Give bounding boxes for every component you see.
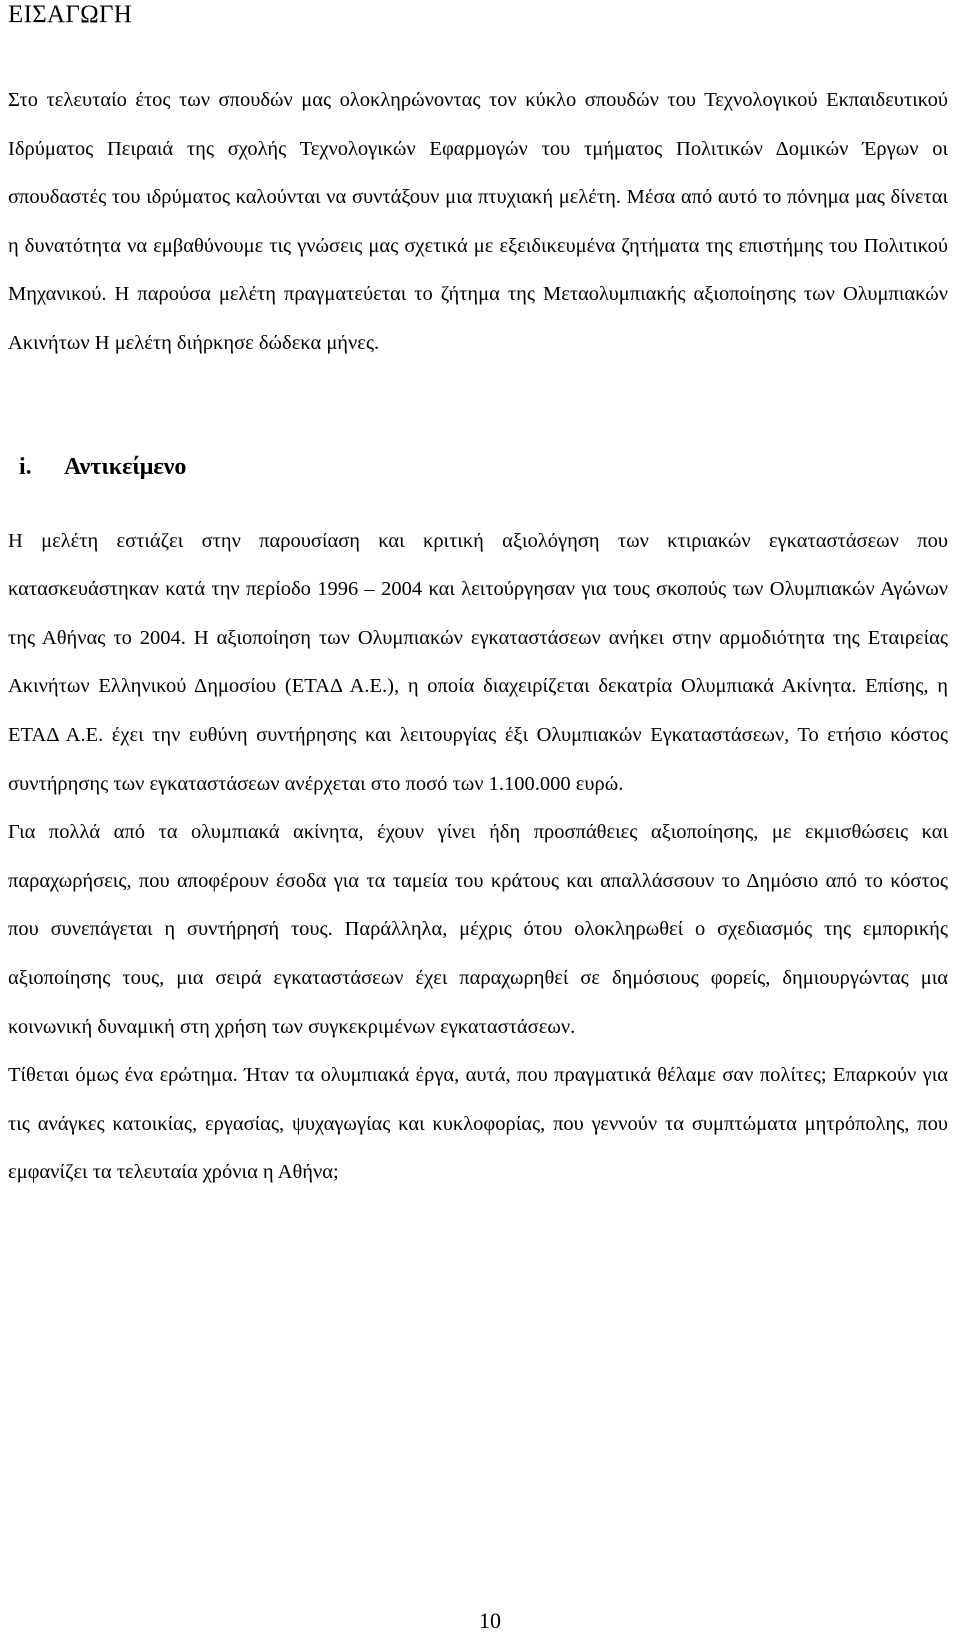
document-page: [8, 0, 948, 1197]
section-heading-text: Αντικείμενο: [64, 453, 187, 480]
body-paragraph: Για πολλά από τα ολυμπιακά ακίνητα, έχουν γίνει ήδη προσπάθειες αξιοποίησης, με εκμισθώσεις και παραχωρήσεις, που αποφέρουν έσοδα για τα ταμεία του κράτους και απαλλάσσουν το Δημόσιο από το κόστος που συνεπάγεται η συντήρησή τους. Παράλληλα, μέχρις ότου ολοκληρωθεί ο σχεδιασμός της εμπορικής αξιοποίησης τους, μια σειρά εγκαταστάσεων έχει παραχωρηθεί σε δημόσιους φορείς, δημιουργώντας μια κοινωνική δυναμική στη χρήση των συγκεκριμένων εγκαταστάσεων.: [8, 821, 948, 1038]
page-number: 10: [479, 1608, 501, 1633]
body-paragraph: Τίθεται όμως ένα ερώτημα. Ήταν τα ολυμπιακά έργα, αυτά, που πραγματικά θέλαμε σαν πολίτες; Επαρκούν για τις ανάγκες κατοικίας, εργασίας, ψυχαγωγίας και κυκλοφορίας, που γεννούν τα συμπτώματα μητρόπολης, που εμφανίζει τα τελευταία χρόνια η Αθήνα;: [8, 1064, 948, 1184]
body-paragraph: Η μελέτη εστιάζει στην παρουσίαση και κριτική αξιολόγηση των κτιριακών εγκαταστάσεων που κατασκευάστηκαν κατά την περίοδο 1996 – 2004 και λειτούργησαν για τους σκοπούς των Ολυμπιακών Αγώνων της Αθήνας το 2004. Η αξιοποίηση των Ολυμπιακών εγκαταστάσεων ανήκει στην αρμοδιότητα της Εταιρείας Ακινήτων Ελληνικού Δημοσίου (ΕΤΑΔ Α.Ε.), η οποία διαχειρίζεται δεκατρία Ολυμπιακά Ακίνητα. Επίσης, η ΕΤΑΔ Α.Ε. έχει την ευθύνη συντήρησης και λειτουργίας έξι Ολυμπιακών Εγκαταστάσεων, Το ετήσιο κόστος συντήρησης των εγκαταστάσεων ανέρχεται στο ποσό των 1.100.000 ευρώ.: [8, 529, 948, 795]
page-title: ΕΙΣΑΓΩΓΗ: [8, 1, 133, 28]
intro-paragraph: Στο τελευταίο έτος των σπουδών μας ολοκληρώνοντας τον κύκλο σπουδών του Τεχνολογικού Εκπαιδευτικού Ιδρύματος Πειραιά της σχολής Τεχνολογικών Εφαρμογών του τμήματος Πολιτικών Δομικών Έργων οι σπουδαστές του ιδρύματος καλούνται να συντάξουν μια πτυχιακή μελέτη. Μέσα από αυτό το πόνημα μας δίνεται η δυνατότητα να εμβαθύνουμε τις γνώσεις μας σχετικά με εξειδικευμένα ζητήματα της επιστήμης του Πολιτικού Μηχανικού. Η παρούσα μελέτη πραγματεύεται το ζήτημα της Μεταολυμπιακής αξιοποίησης των Ολυμπιακών Ακινήτων Η μελέτη διήρκησε δώδεκα μήνες.: [8, 89, 948, 354]
section-heading: [8, 452, 948, 482]
section-number: i.: [19, 453, 32, 480]
